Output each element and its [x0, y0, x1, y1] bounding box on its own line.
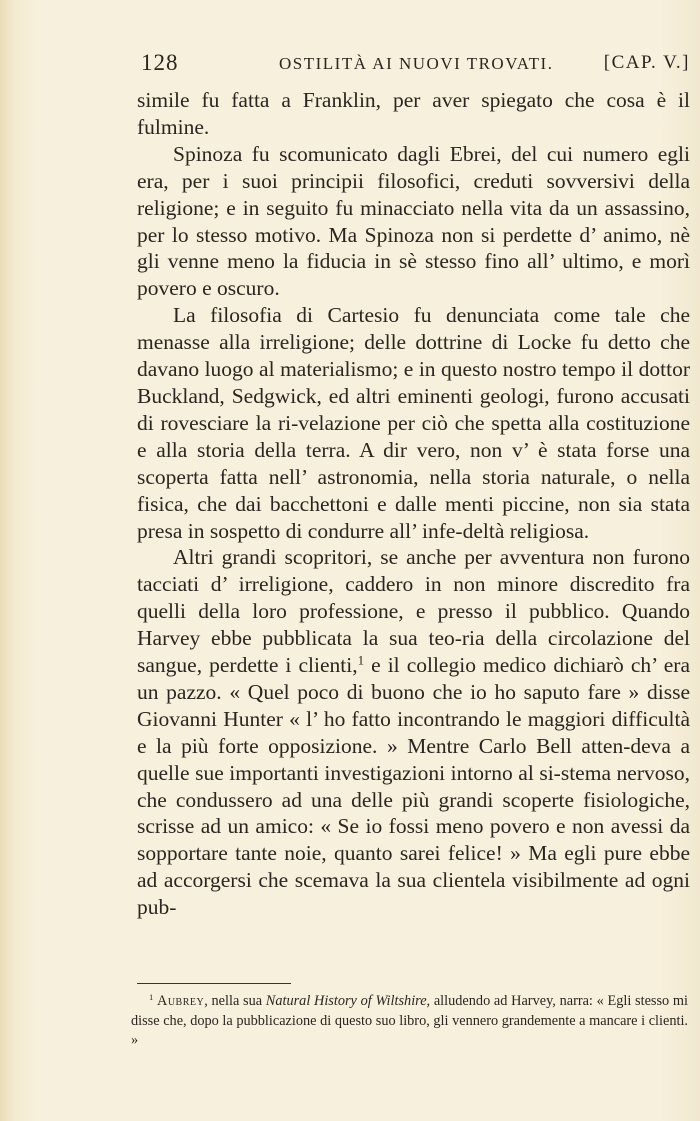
footnote-text-a: , nella sua	[204, 993, 266, 1009]
footnote-text	[131, 992, 688, 1051]
page-number: 128	[141, 50, 179, 75]
footnote-author: Aubrey	[157, 993, 205, 1009]
running-title: OSTILITÀ AI NUOVI TROVATI.	[279, 54, 554, 73]
footnote-marker: 1	[149, 991, 154, 1002]
paragraph-spinoza: Spinoza fu scomunicato dagli Ebrei, del cui numero egli era, per i suoi principii filosofici, creduti sovversivi della religione; e in seguito fu minacciato nella vita da un assassino, per lo stesso motivo. Ma Spinoza non si perdette d’ animo, nè gli venne meno la fiducia in sè stesso fino all’ ultimo, e morì povero e oscuro.	[137, 141, 690, 301]
body-text	[137, 87, 690, 921]
paragraph-cartesio: La filosofia di Cartesio fu denunciata come tale che menasse alla irreligione; delle dottrine di Locke fu detto che davano luogo al materialismo; e in questo nostro tempo il dottor Buckland, Sedgwick, ed altri eminenti geologi, furono accusati di rovesciare la ri-velazione per ciò che spetta alla costituzione e alla storia della terra. A dir vero, non v’ è stata forse una scoperta fatta nell’ astronomia, nella storia naturale, o nella fisica, che dai bacchettoni e dalle menti piccine, non sia stata presa in sospetto di condurre all’ infe-deltà religiosa.	[137, 303, 690, 543]
paragraph-harvey-part1: Altri grandi scopritori, se anche per avventura non furono tacciati d’ irreligione, caddero in non minore discredito fra quelli della loro professione, e presso il pubblico. Quando Harvey ebbe pubblicata la sua teo-ria della circolazione del sangue, perdette i clienti,	[137, 545, 690, 678]
footnote-reference: 1	[357, 653, 365, 668]
footnote	[131, 992, 688, 1051]
paragraph-harvey-part2: e il collegio medico dichiarò ch’ era un pazzo. « Quel poco di buono che io ho saputo fare » disse Giovanni Hunter « l’ ho fatto incontrando le maggiori difficultà e la più forte opposizione. » Mentre Carlo Bell atten-deva a quelle sue importanti investigazioni intorno al si-stema nervoso, che condussero ad una delle più grandi scoperte fisiologiche, scrisse ad un amico: « Se io fossi meno povero e non avessi da sopportare tante noie, quanto sarei felice! » Ma egli pure ebbe ad accorgersi che scemava la sua clientela visibilmente ad ogni pub-	[137, 653, 691, 920]
footnote-work-title: Natural History of Wiltshire,	[265, 993, 431, 1009]
footnote-rule	[137, 983, 291, 984]
running-header	[137, 50, 690, 84]
footnote-text-b: alludendo ad Harvey, narra: « Egli stesso mi disse che, dopo la pubblicazione di questo suo libro, gli vennero grandemente a mancare i clienti. »	[131, 993, 688, 1048]
paragraph-continuation: simile fu fatta a Franklin, per aver spiegato che cosa è il fulmine.	[137, 88, 690, 139]
paragraph-harvey	[137, 544, 690, 921]
chapter-label: [CAP. V.]	[603, 52, 690, 73]
